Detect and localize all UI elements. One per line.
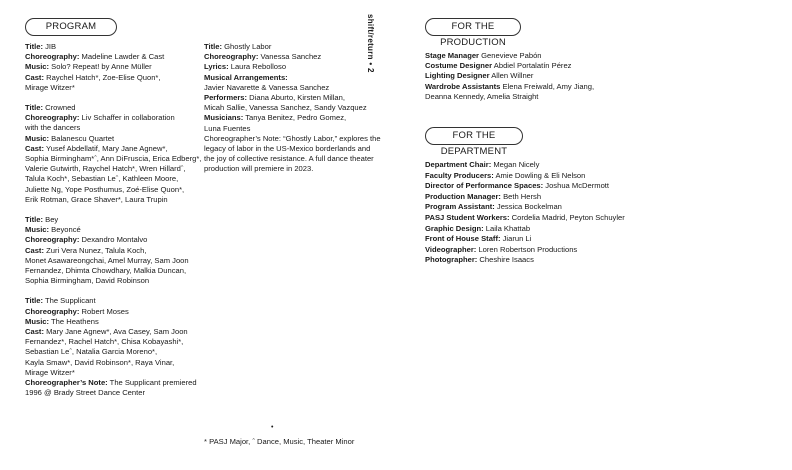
department-line: [425, 181, 625, 191]
credit-text: with the dancers: [25, 123, 81, 133]
credit-text: Mirage Witzer*: [25, 367, 75, 377]
program-line: [25, 296, 200, 306]
program-line: [25, 113, 200, 123]
production-line: [425, 51, 605, 61]
credit-label: Title:: [204, 42, 223, 51]
credit-label: Music:: [25, 316, 50, 326]
program-line: [204, 103, 374, 113]
credit-label: Choreography:: [25, 113, 80, 123]
program-line: [25, 225, 200, 235]
credit-label: Production Manager:: [425, 191, 501, 201]
credit-label: Program Assistant:: [425, 202, 495, 212]
credit-label: Cast:: [25, 72, 44, 82]
program-line: [25, 134, 200, 144]
credit-label: Music:: [25, 133, 50, 143]
credit-text: Juliette Ng, Yope Posthumus, Zoé-Elise Quon*,: [25, 184, 185, 194]
program-line: [25, 154, 200, 164]
credit-label: Title:: [25, 103, 44, 113]
credit-text: Mary Jane Agnew*, Ava Casey, Sam Joon: [44, 327, 188, 337]
credit-label: Faculty Producers:: [425, 170, 494, 180]
program-line: [25, 42, 200, 52]
program-line: [25, 185, 200, 195]
credit-text: The Supplicant: [43, 296, 96, 306]
department-line: [425, 171, 625, 181]
program-line: [25, 73, 200, 83]
program-line: [25, 144, 200, 154]
department-credits: [425, 160, 625, 266]
credit-label: Lighting Designer: [425, 71, 490, 81]
department-line: [425, 255, 625, 265]
program-line: [204, 42, 374, 52]
program-line: [25, 174, 200, 184]
credit-text: Sophia Birmingham*ˆ, Ann DiFruscia, Erica Edberg*,: [25, 154, 202, 164]
credit-text: The Heathens: [49, 316, 99, 326]
credit-text: Dexandro Montalvo: [79, 235, 148, 245]
department-line: [425, 224, 625, 234]
credit-text: Diana Aburto, Kirsten Millan,: [247, 93, 345, 103]
program-line: [204, 83, 374, 93]
credit-label: Performers:: [204, 93, 248, 103]
program-line: [25, 195, 200, 205]
production-header: FOR THE PRODUCTION: [425, 18, 521, 36]
credit-label: PASJ Student Workers:: [425, 212, 510, 222]
program-line: [204, 144, 374, 154]
credit-text: Mirage Witzer*: [25, 82, 75, 92]
credit-text: Beyoncé: [49, 225, 81, 235]
credit-text: Elena Freiwald, Amy Jiang,: [500, 81, 595, 91]
program-line: [25, 388, 200, 398]
program-line: [25, 256, 200, 266]
credit-label: Costume Designer: [425, 61, 493, 71]
credit-text: Sebastian Leˆ, Natalia Garcia Moreno*,: [25, 347, 158, 357]
credit-text: 1996 @ Brady Street Dance Center: [25, 388, 145, 398]
credit-text: Javier Navarette & Vanessa Sanchez: [204, 82, 330, 92]
program-column-left: [25, 42, 200, 409]
program-line: [204, 73, 374, 83]
credit-text: Valerie Gutwirth, Raychel Hatch*, Wren Hillardˆ,: [25, 164, 186, 174]
credit-text: Laura Rebolloso: [228, 62, 287, 72]
department-line: [425, 213, 625, 223]
program-line: [25, 337, 200, 347]
credit-text: Abdiel Portalatín Pérez: [492, 61, 572, 71]
credit-label: Musicians:: [204, 113, 244, 123]
credit-text: Solo? Repeat! by Anne Müller: [49, 62, 152, 72]
credit-text: legacy of labor in the US-Mexico borderlands and: [204, 144, 371, 154]
credit-text: Genevieve Pabón: [479, 51, 542, 60]
credit-text: Balanescu Quartet: [49, 133, 115, 143]
credit-label: Title:: [25, 296, 44, 306]
credit-label: Cast:: [25, 245, 44, 255]
credit-text: Fernandez, Dhimta Chowdhary, Malkia Duncan,: [25, 266, 187, 276]
program-line: [204, 133, 381, 144]
credit-label: Cast:: [25, 327, 44, 337]
program-line: [204, 93, 374, 103]
credit-text: Kayla Smaw*, David Robinson*, Raya Vinar,: [25, 357, 175, 367]
program-line: [204, 52, 374, 62]
program-line: [25, 317, 200, 327]
credit-text: Loren Robertson Productions: [476, 244, 578, 254]
credit-label: Choreography:: [25, 235, 80, 245]
credit-text: Raychel Hatch*, Zoe-Elise Quon*,: [44, 72, 161, 82]
program-line: [25, 164, 200, 174]
credit-text: Cordelia Madrid, Peyton Schuyler: [509, 212, 625, 222]
credit-text: Jiarun Li: [500, 234, 532, 244]
program-header: PROGRAM: [25, 18, 117, 36]
credit-label: Director of Performance Spaces:: [425, 181, 544, 191]
credit-label: Title:: [25, 215, 44, 225]
credit-label: Front of House Staff:: [425, 234, 501, 244]
department-line: [425, 245, 625, 255]
department-header: FOR THE DEPARTMENT: [425, 127, 523, 145]
credit-text: Amie Dowling & Eli Nelson: [493, 170, 586, 180]
credit-label: Choreography:: [25, 52, 80, 62]
program-line: [25, 327, 200, 337]
program-line: [204, 62, 374, 72]
credit-text: Cheshire Isaacs: [477, 255, 534, 265]
program-entry: [25, 215, 200, 286]
credit-label: Videographer:: [425, 244, 477, 254]
department-line: [425, 202, 625, 212]
credit-label: Musical Arrangements:: [204, 72, 288, 82]
credit-label: Stage Manager: [425, 51, 480, 60]
credit-text: Luna Fuentes: [204, 123, 251, 133]
footnote: * PASJ Major, ˆ Dance, Music, Theater Minor: [204, 437, 355, 446]
credit-text: Zuri Vera Nunez, Talula Koch,: [44, 245, 147, 255]
department-line: [425, 160, 625, 170]
credit-label: Title:: [25, 42, 44, 51]
program-line: [25, 266, 200, 276]
production-line: [425, 61, 605, 71]
credit-text: Micah Sallie, Vanessa Sanchez, Sandy Vazquez: [204, 103, 367, 113]
credit-label: Lyrics:: [204, 62, 229, 72]
credit-text: Talula Koch*, Sebastian Leˆ, Kathleen Moore,: [25, 174, 179, 184]
credit-label: Photographer:: [425, 255, 478, 265]
credit-text: Ghostly Labor: [222, 42, 272, 51]
credit-text: the joy of collective resistance. A full dance theater: [204, 154, 374, 164]
program-entry: [25, 42, 200, 93]
credit-text: Bey: [43, 215, 59, 225]
production-line: [425, 71, 605, 81]
credit-text: Jessica Bockelman: [494, 202, 562, 212]
credit-text: Yusef Abdellatif, Mary Jane Agnew*,: [44, 143, 168, 153]
credit-text: Crowned: [43, 103, 76, 113]
credit-text: Beth Hersh: [500, 191, 542, 201]
credit-text: The Supplicant premiered: [107, 378, 197, 388]
program-entry: [25, 296, 200, 398]
program-line: [25, 307, 200, 317]
credit-label: Department Chair:: [425, 160, 492, 169]
credit-label: Music:: [25, 62, 50, 72]
department-line: [425, 234, 625, 244]
program-line: [25, 246, 200, 256]
program-line: [25, 276, 200, 286]
credit-text: Sophia Birmingham, David Robinson: [25, 276, 150, 286]
credit-text: Robert Moses: [79, 306, 129, 316]
program-entry: [25, 103, 200, 205]
program-line: [25, 103, 200, 113]
credit-label: Choreography:: [25, 306, 80, 316]
credit-text: Allen Willner: [489, 71, 534, 81]
program-line: [25, 235, 200, 245]
credit-text: Laila Khattab: [483, 223, 531, 233]
program-line: [25, 378, 200, 388]
production-line: [425, 82, 605, 92]
program-line: [25, 52, 200, 62]
program-line: [25, 83, 200, 93]
program-line: [204, 154, 374, 164]
program-line: [204, 113, 374, 123]
program-line: [25, 215, 200, 225]
program-line: [25, 123, 200, 133]
credit-text: Monet Asawareongchai, Amel Murray, Sam Joon: [25, 255, 189, 265]
credit-label: Wardrobe Assistants: [425, 81, 501, 91]
credit-text: Tanya Benitez, Pedro Gomez,: [243, 113, 347, 123]
credit-label: Graphic Design:: [425, 223, 484, 233]
separator-dot: •: [271, 424, 274, 431]
credit-text: Liv Schaffer in collaboration: [79, 113, 175, 123]
program-line: [204, 124, 374, 134]
credit-label: Choreographer’s Note:: [25, 378, 108, 388]
credit-text: JIB: [43, 42, 57, 51]
credit-text: Vanessa Sanchez: [258, 52, 322, 62]
program-line: [25, 368, 200, 378]
credit-text: production will premiere in 2023.: [204, 164, 314, 174]
program-line: [25, 358, 200, 368]
page-folio: shift/return • 2: [366, 14, 375, 73]
credit-label: Music:: [25, 225, 50, 235]
credit-label: Cast:: [25, 143, 44, 153]
program-line: [25, 62, 200, 72]
credit-text: Erik Rotman, Grace Shaver*, Laura Trupin: [25, 194, 168, 204]
program-line: [25, 347, 200, 357]
credit-text: Joshua McDermott: [543, 181, 610, 191]
credit-text: Deanna Kennedy, Amelia Straight: [425, 91, 539, 101]
credit-text: Megan Nicely: [491, 160, 540, 169]
credit-label: Choreography:: [204, 52, 259, 62]
credit-text: Madeline Lawder & Cast: [79, 52, 165, 62]
production-line: [425, 92, 605, 102]
credit-text: Fernandez*, Rachel Hatch*, Chisa Kobayashi*,: [25, 337, 184, 347]
program-line: [204, 164, 374, 174]
department-line: [425, 192, 625, 202]
credit-text: Choreographer’s Note: “Ghostly Labor,” explores the: [204, 133, 381, 143]
production-credits: [425, 51, 605, 102]
